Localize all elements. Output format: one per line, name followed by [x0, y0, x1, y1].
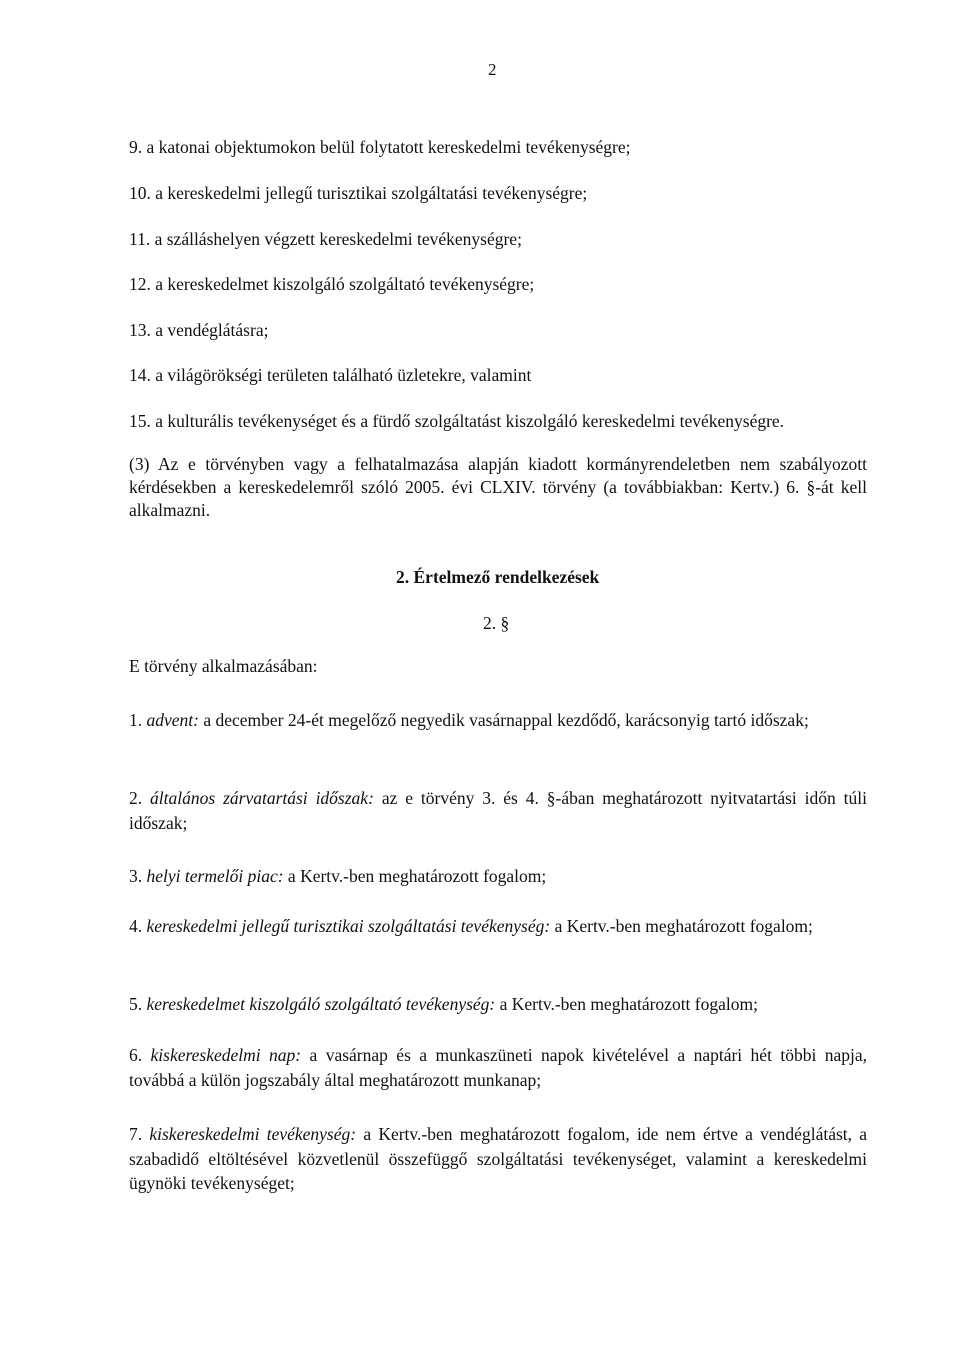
list-item: 13. a vendéglátásra; [129, 320, 269, 340]
definition-item [129, 708, 867, 733]
definition-term: helyi termelői piac: [146, 866, 284, 886]
definition-number: 3. [129, 866, 143, 886]
definition-term: advent: [146, 710, 199, 730]
list-item: 10. a kereskedelmi jellegű turisztikai szolgáltatási tevékenységre; [129, 183, 588, 203]
definition-number: 7. [129, 1124, 143, 1144]
definition-text: a Kertv.-ben meghatározott fogalom; [554, 916, 813, 936]
definition-number: 2. [129, 788, 143, 808]
definition-text: az e törvény 3. és 4. §-ában meghatározott nyitvatartási időn túli időszak; [129, 788, 868, 833]
definition-number: 1. [129, 710, 143, 730]
definition-text: a Kertv.-ben meghatározott fogalom, ide nem értve a vendéglátást, a szabadidő eltöltésével közvetlenül összefüggő szolgáltatási tevékenységet, valamint a kereskedelmi ügynöki tevékenységet; [129, 1124, 868, 1193]
definition-text: a Kertv.-ben meghatározott fogalom; [499, 994, 758, 1014]
definition-term: kiskereskedelmi tevékenység: [149, 1124, 357, 1144]
definition-item [129, 992, 867, 1017]
definition-term: kereskedelmet kiszolgáló szolgáltató tevékenység: [146, 994, 496, 1014]
definition-text: a december 24-ét megelőző negyedik vasárnappal kezdődő, karácsonyig tartó időszak; [203, 710, 809, 730]
section-sign: 2. § [483, 613, 510, 633]
list-item: 15. a kulturális tevékenységet és a fürdő szolgáltatást kiszolgáló kereskedelmi tevékenységre. [129, 411, 785, 431]
definitions-intro: E törvény alkalmazásában: [129, 656, 318, 676]
list-item: 9. a katonai objektumokon belül folytatott kereskedelmi tevékenységre; [129, 137, 631, 157]
definition-item [129, 864, 867, 889]
paragraph-3: (3) Az e törvényben vagy a felhatalmazása alapján kiadott kormányrendeletben nem szabályozott kérdésekben a kereskedelemről szóló 2005. évi CLXIV. törvény (a továbbiakban: Kertv.) 6. §-át kell alkalmazni. [129, 454, 867, 520]
definition-item [129, 1122, 867, 1196]
definition-term: kiskereskedelmi nap: [150, 1045, 302, 1065]
page-number: 2 [488, 60, 497, 79]
list-item: 14. a világörökségi területen található üzletekre, valamint [129, 365, 532, 385]
definition-item [129, 914, 867, 939]
definition-term: általános zárvatartási időszak: [150, 788, 374, 808]
definition-term: kereskedelmi jellegű turisztikai szolgáltatási tevékenység: [146, 916, 551, 936]
definition-number: 4. [129, 916, 143, 936]
definition-item [129, 1043, 867, 1092]
definition-number: 5. [129, 994, 143, 1014]
section-heading: 2. Értelmező rendelkezések [396, 567, 600, 587]
definition-text: a Kertv.-ben meghatározott fogalom; [287, 866, 547, 886]
definition-item [129, 786, 867, 835]
list-item: 11. a szálláshelyen végzett kereskedelmi tevékenységre; [129, 229, 522, 249]
definition-text: a vasárnap és a munkaszüneti napok kivételével a naptári hét többi napja, továbbá a külön jogszabály által meghatározott munkanap; [129, 1045, 867, 1090]
list-item: 12. a kereskedelmet kiszolgáló szolgáltató tevékenységre; [129, 274, 535, 294]
definition-number: 6. [129, 1045, 143, 1065]
